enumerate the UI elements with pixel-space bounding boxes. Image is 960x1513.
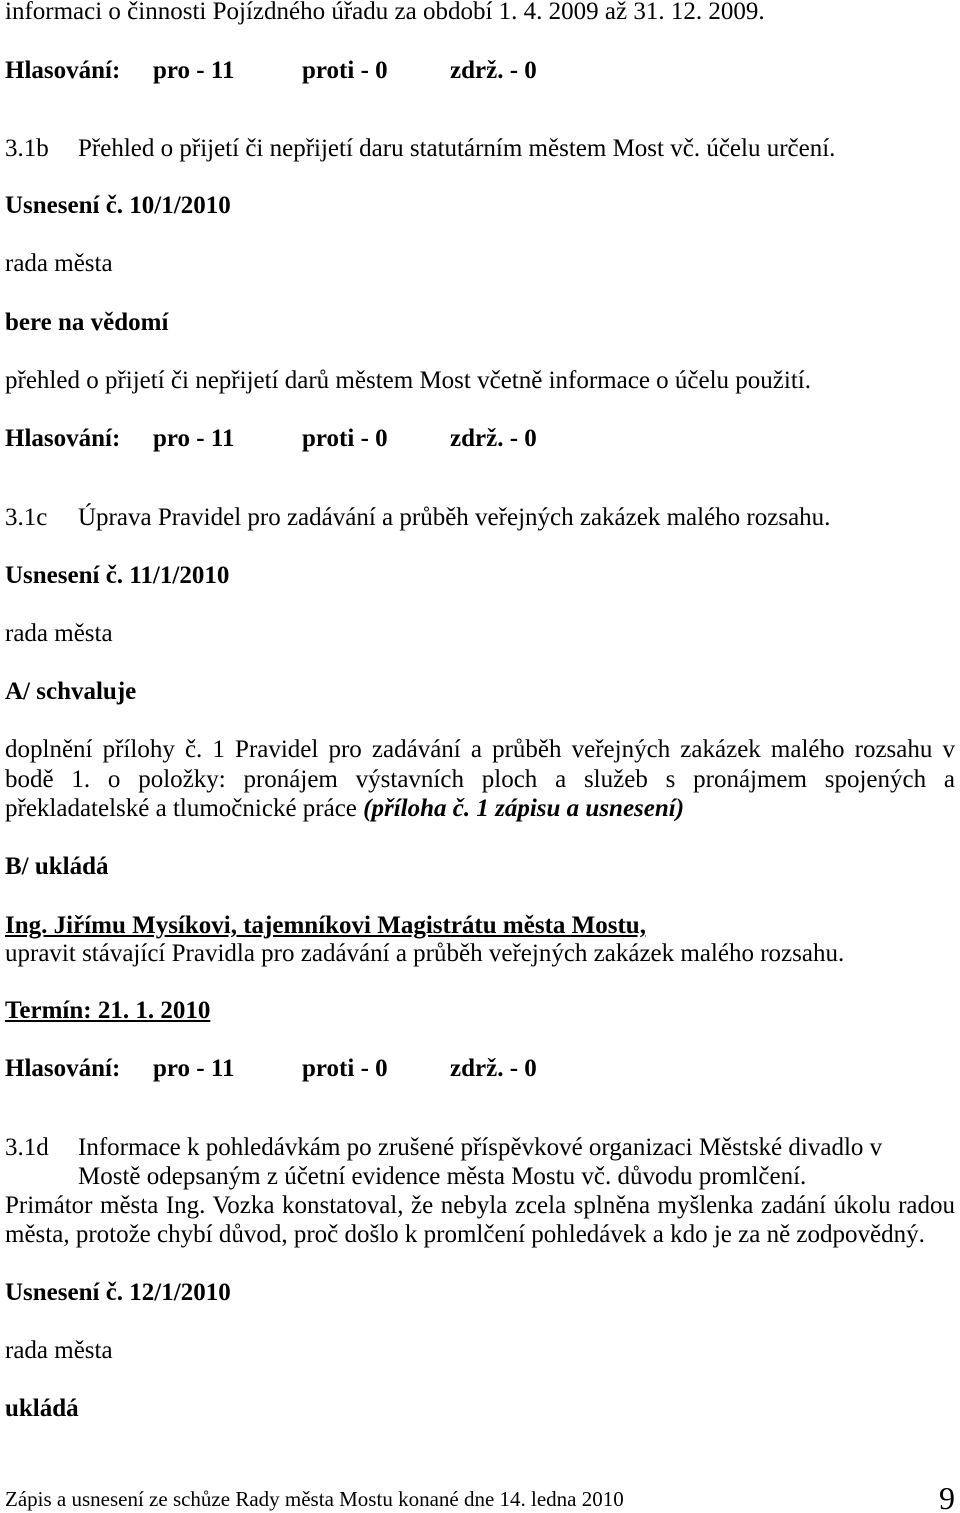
resolution-text-line: doplnění přílohy č. 1 Pravidel pro zadávání a průběh veřejných zakázek malého rozsahu v	[5, 736, 955, 763]
vote-result	[5, 1054, 605, 1083]
resolution-number: Usnesení č. 12/1/2010	[5, 1279, 231, 1306]
vote-abstain: zdrž. - 0	[450, 425, 537, 452]
vote-label: Hlasování:	[5, 57, 121, 84]
agenda-item-title: Úprava Pravidel pro zadávání a průběh veřejných zakázek malého rozsahu.	[78, 504, 831, 531]
vote-label: Hlasování:	[5, 425, 121, 452]
vote-label: Hlasování:	[5, 1055, 121, 1082]
continued-text: informaci o činnosti Pojízdného úřadu za období 1. 4. 2009 až 31. 12. 2009.	[5, 0, 765, 25]
resolution-action: ukládá	[5, 1395, 79, 1422]
assignee: Ing. Jiřímu Mysíkovi, tajemníkovi Magistrátu města Mostu,	[5, 912, 646, 939]
vote-result	[5, 56, 605, 85]
agenda-item-3-1c	[5, 503, 831, 532]
resolving-body: rada města	[5, 620, 113, 647]
agenda-item-number: 3.1b	[5, 135, 49, 162]
resolving-body: rada města	[5, 1337, 113, 1364]
discussion-text-line: Primátor města Ing. Vozka konstatoval, že nebyla zcela splněna myšlenka zadání úkolu radou	[5, 1192, 955, 1219]
vote-result	[5, 424, 605, 453]
agenda-item-3-1d	[5, 1133, 883, 1162]
resolution-text-line: bodě 1. o položky: pronájem výstavních ploch a služeb s pronájmem spojených a	[5, 766, 955, 793]
page-number: 9	[939, 1480, 955, 1513]
agenda-item-number: 3.1d	[5, 1134, 49, 1161]
agenda-item-number: 3.1c	[5, 504, 48, 531]
resolving-body: rada města	[5, 250, 113, 277]
vote-for: pro - 11	[153, 1055, 235, 1082]
resolution-text-fragment: překladatelské a tlumočnické práce	[5, 795, 357, 822]
resolution-text: přehled o přijetí či nepřijetí darů městem Most včetně informace o účelu použití.	[5, 367, 811, 394]
vote-against: proti - 0	[302, 1055, 388, 1082]
agenda-item-title: Přehled o přijetí či nepřijetí daru statutárním městem Most vč. účelu určení.	[78, 135, 836, 162]
agenda-item-3-1b	[5, 134, 836, 163]
resolution-number: Usnesení č. 11/1/2010	[5, 562, 230, 589]
resolution-number: Usnesení č. 10/1/2010	[5, 192, 231, 219]
vote-abstain: zdrž. - 0	[450, 1055, 537, 1082]
footer-text: Zápis a usnesení ze schůze Rady města Mostu konané dne 14. ledna 2010	[5, 1487, 624, 1511]
vote-against: proti - 0	[302, 425, 388, 452]
vote-against: proti - 0	[302, 57, 388, 84]
section-b-heading: B/ ukládá	[5, 853, 109, 880]
task-text: upravit stávající Pravidla pro zadávání a průběh veřejných zakázek malého rozsahu.	[5, 940, 845, 967]
section-a-heading: A/ schvaluje	[5, 678, 137, 705]
vote-for: pro - 11	[153, 425, 235, 452]
vote-abstain: zdrž. - 0	[450, 57, 537, 84]
agenda-item-title: Informace k pohledávkám po zrušené příspěvkové organizaci Městské divadlo v	[78, 1134, 883, 1161]
agenda-item-title: Mostě odepsaným z účetní evidence města Mostu vč. důvodu promlčení.	[78, 1163, 807, 1190]
vote-for: pro - 11	[153, 57, 235, 84]
resolution-action: bere na vědomí	[5, 309, 169, 336]
attachment-reference: (příloha č. 1 zápisu a usnesení)	[363, 795, 685, 822]
deadline: Termín: 21. 1. 2010	[5, 997, 211, 1024]
resolution-text-line	[5, 794, 684, 823]
discussion-text-line: města, protože chybí důvod, proč došlo k promlčení pohledávek a kdo je za ně zodpovědný.	[5, 1221, 925, 1248]
